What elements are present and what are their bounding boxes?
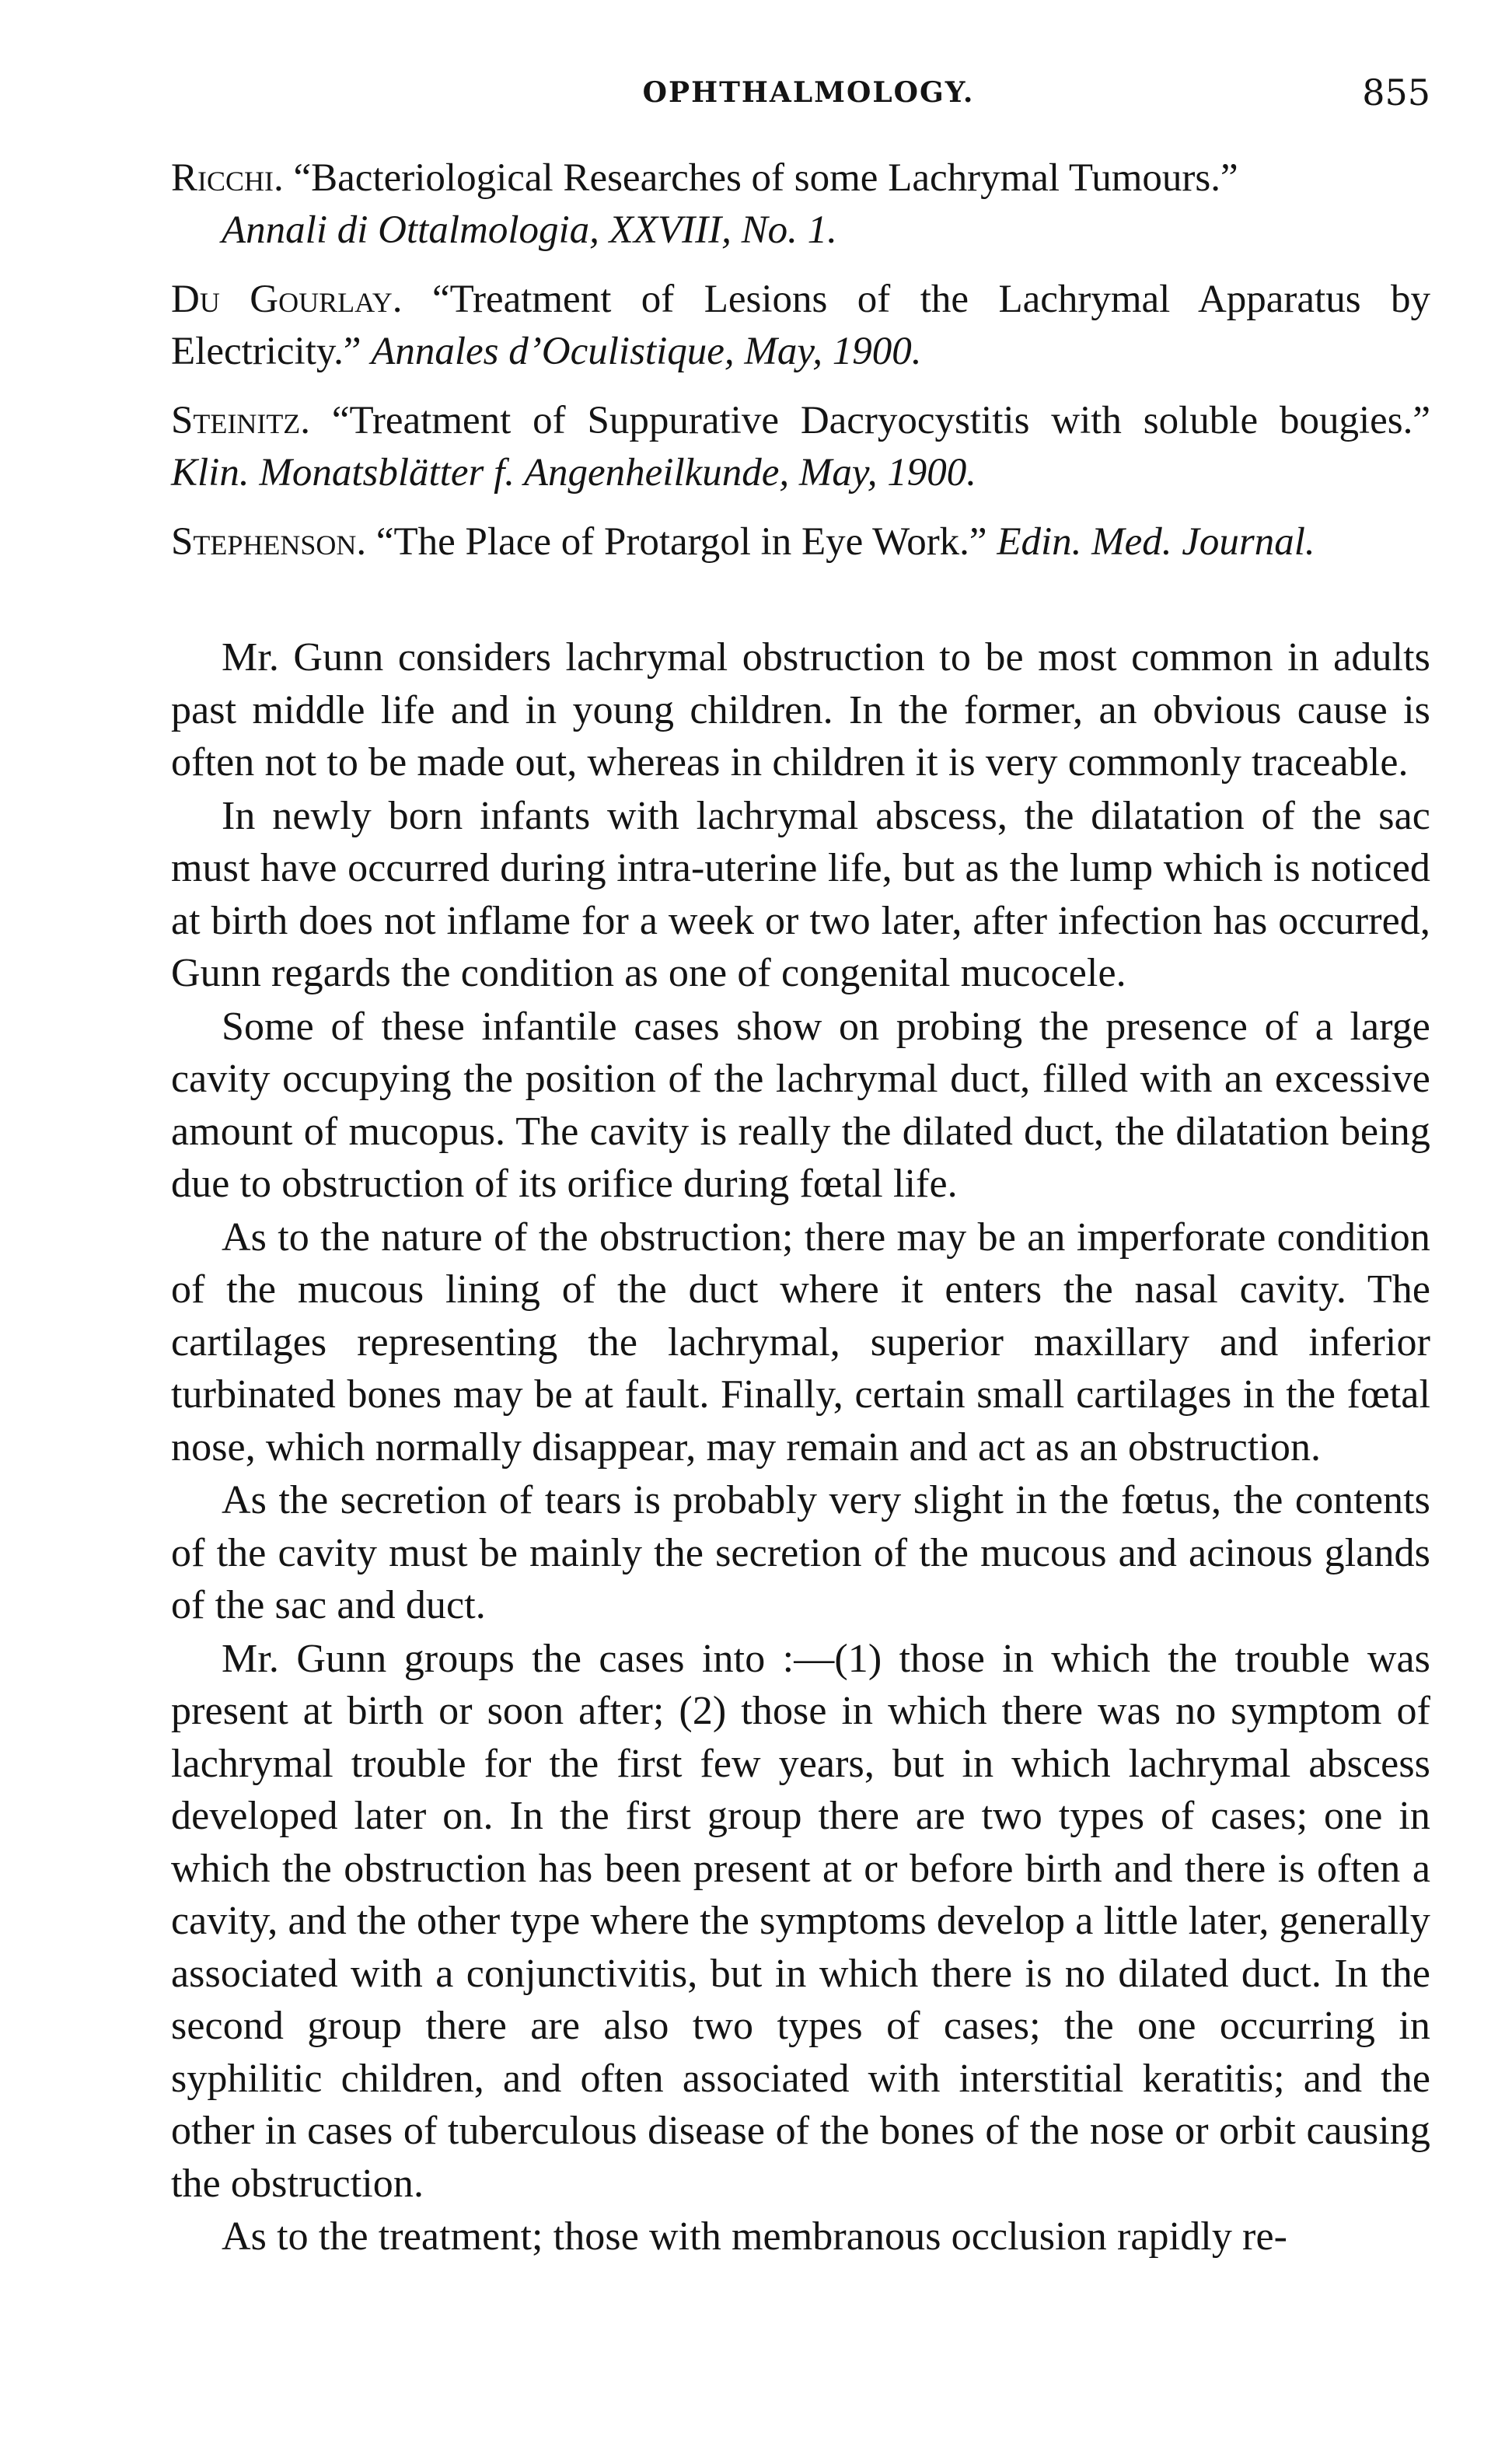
page-number: 855 bbox=[1362, 72, 1430, 114]
page-header bbox=[187, 72, 1430, 126]
paragraph: As to the nature of the obstruction; there may be an imperforate condition of the mucous lining of the duct where it enters the nasal cavity. The cartilages representing the lachrymal, superior maxillary and inferior turbinated bones may be at fault. Finally, certain small cartilages in the fœtal nose, which normally disappear, may remain and act as an obstruction. bbox=[171, 1215, 1430, 1470]
reference-list bbox=[171, 152, 1430, 585]
paragraph: Some of these infantile cases show on probing the presence of a large cavity occupying the position of the lachrymal duct, filled with an excessive amount of mucopus. The cavity is really the dilated duct, the dilatation being due to obstruction of its orifice during fœtal life. bbox=[171, 1004, 1430, 1206]
reference-author: Stephenson. bbox=[171, 520, 367, 564]
reference-author: Ricchi. bbox=[171, 156, 284, 200]
paragraph: As to the treatment; those with membranous occlusion rapidly re- bbox=[222, 2214, 1288, 2259]
reference-title: “Treatment of Suppurative Dacryocystitis with soluble bougies.” bbox=[331, 399, 1431, 442]
reference-title: “Treatment of Lesions of the Lachrymal Apparatus by Electricity.” bbox=[171, 278, 1430, 373]
reference-source: Edin. Med. Journal. bbox=[997, 520, 1315, 564]
reference-entry bbox=[171, 274, 1430, 378]
body-text bbox=[171, 631, 1430, 2264]
reference-source: Annali di Ottalmologia, XXVIII, No. 1. bbox=[222, 208, 837, 252]
reference-author: Steinitz. bbox=[171, 399, 311, 442]
reference-title: “Bacteriological Researches of some Lachrymal Tumours.” bbox=[293, 156, 1238, 200]
running-head: OPHTHALMOLOGY. bbox=[642, 76, 975, 109]
reference-source: Annales d’Oculistique, May, 1900. bbox=[371, 330, 922, 373]
paragraph: Mr. Gunn groups the cases into :—(1) those in which the trouble was present at birth or soon after; (2) those in which there was no symptom of lachrymal trouble for the first few years, but in which lachrymal abscess developed later on. In the first group there are two types of cases; one in which the obstruction has been present at or before birth and there is often a cavity, and the other type where the symptoms develop a little later, generally associated with a conjunctivitis, but in which there is no dilated duct. In the second group there are also two types of cases; the one occurring in syphilitic children, and often associated with interstitial keratitis; and the other in cases of tuberculous disease of the bones of the nose or orbit causing the obstruction. bbox=[171, 1636, 1430, 2206]
reference-source: Klin. Monatsblätter f. Angenheilkunde, May, 1900. bbox=[171, 451, 976, 495]
reference-entry bbox=[171, 516, 1430, 568]
paragraph: In newly born infants with lachrymal abscess, the dilatation of the sac must have occurred during intra-uterine life, but as the lump which is noticed at birth does not inflame for a week or two later, after infection has occurred, Gunn regards the condition as one of congenital mucocele. bbox=[171, 793, 1430, 995]
paragraph: Mr. Gunn considers lachrymal obstruction to be most common in adults past middle life and in young children. In the former, an obvious cause is often not to be made out, whereas in children it is very commonly traceable. bbox=[171, 635, 1430, 785]
reference-title: “The Place of Protargol in Eye Work.” bbox=[375, 520, 987, 564]
reference-entry bbox=[171, 395, 1430, 499]
reference-entry bbox=[171, 152, 1430, 257]
paragraph: As the secretion of tears is probably very slight in the fœtus, the contents of the cavity must be mainly the secretion of the mucous and acinous glands of the sac and duct. bbox=[171, 1478, 1430, 1627]
reference-author: Du Gourlay. bbox=[171, 278, 403, 321]
